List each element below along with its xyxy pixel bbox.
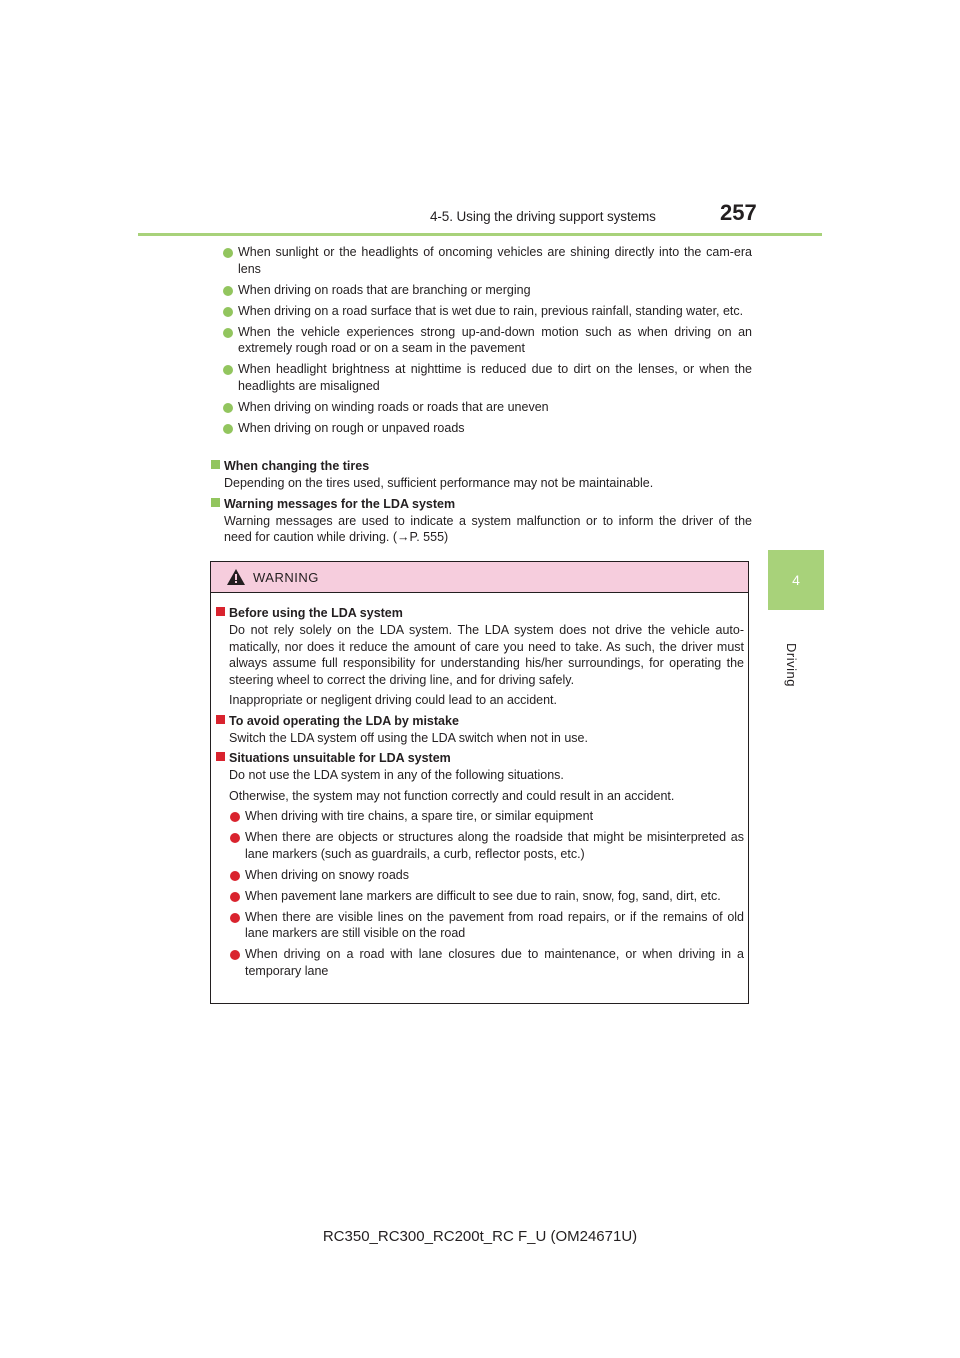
section-body: Depending on the tires used, sufficient performance may not be maintainable. (224, 476, 654, 490)
footer-model-code: RC350_RC300_RC200t_RC F_U (OM24671U) (322, 1228, 638, 1245)
bullet-dot-icon (230, 950, 240, 960)
bullet-dot-icon (223, 424, 233, 434)
bullet-dot-icon (223, 286, 233, 296)
unsuitable-situations-list (216, 808, 744, 979)
warning-section (216, 750, 744, 979)
bullet-dot-icon (223, 307, 233, 317)
bullet-dot-icon (230, 833, 240, 843)
list-item: When driving on a road with lane closures due to maintenance, or when driving in a temporary lane (229, 946, 744, 979)
bullet-dot-icon (230, 812, 240, 822)
square-bullet-icon (216, 715, 225, 724)
section-title: Before using the LDA system (229, 606, 403, 620)
condition-bullet-list (222, 244, 752, 441)
warning-section (216, 605, 744, 709)
list-item: When sunlight or the headlights of oncoming vehicles are shining directly into the cam-era lens (222, 244, 752, 277)
list-item: When driving on roads that are branching or merging (222, 282, 752, 299)
list-item: When driving on rough or unpaved roads (222, 420, 752, 437)
section-title: Warning messages for the LDA system (224, 496, 456, 511)
square-bullet-icon (216, 607, 225, 616)
section-warning-messages (211, 496, 752, 546)
list-item: When the vehicle experiences strong up-and-down motion such as when driving on an extremely rough road or on a seam in the pavement (222, 324, 752, 357)
bullet-dot-icon (223, 403, 233, 413)
square-bullet-icon (211, 460, 220, 469)
bullet-dot-icon (230, 892, 240, 902)
warning-content (216, 603, 744, 984)
bullet-dot-icon (230, 871, 240, 881)
list-item: When driving on snowy roads (229, 867, 744, 884)
running-header-section: 4-5. Using the driving support systems (430, 209, 656, 224)
info-sections (211, 456, 752, 550)
section-paragraph: Otherwise, the system may not function correctly and could result in an accident. (229, 788, 675, 803)
warning-header (211, 562, 748, 593)
section-paragraph: Do not rely solely on the LDA system. The LDA system does not drive the vehicle auto-matically, nor does it reduce the amount of care you need to take. As such, the driver must always assume full responsibility for understanding his/her surroundings, for operating the steering wheel to correct the driving line, and for driving safely. (229, 623, 744, 687)
list-item: When headlight brightness at nighttime is reduced due to dirt on the lenses, or when the headlights are misaligned (222, 361, 752, 394)
list-item: When there are visible lines on the pavement from road repairs, or if the remains of old lane markers are still visible on the road (229, 909, 744, 942)
bullet-dot-icon (223, 365, 233, 375)
warning-title: WARNING (253, 569, 319, 585)
section-tire-change (211, 458, 752, 492)
bullet-dot-icon (223, 328, 233, 338)
bullet-dot-icon (230, 913, 240, 923)
bullet-dot-icon (223, 248, 233, 258)
chapter-label: Driving (784, 643, 799, 687)
section-body: Warning messages are used to indicate a system malfunction or to inform the driver of the need for caution while driving. (→P. 555) (224, 513, 752, 544)
warning-section (216, 713, 744, 747)
list-item: When pavement lane markers are difficult to see due to rain, snow, fog, sand, dirt, etc. (229, 888, 744, 905)
page-number: 257 (720, 200, 757, 225)
section-paragraph: Switch the LDA system off using the LDA switch when not in use. (229, 730, 588, 745)
list-item: When driving with tire chains, a spare tire, or similar equipment (229, 808, 744, 825)
square-bullet-icon (216, 752, 225, 761)
list-item: When there are objects or structures along the roadside that might be misinterpreted as lane markers (such as guardrails, a curb, reflector posts, etc.) (229, 829, 744, 862)
list-item: When driving on a road surface that is wet due to rain, previous rainfall, standing water, etc. (222, 303, 752, 320)
chapter-tab (768, 550, 824, 610)
chapter-number: 4 (792, 572, 800, 588)
section-title: To avoid operating the LDA by mistake (229, 713, 459, 728)
warning-box (210, 561, 749, 1004)
warning-triangle-icon (227, 569, 245, 585)
section-title: When changing the tires (224, 459, 370, 473)
section-paragraph: Inappropriate or negligent driving could lead to an accident. (229, 693, 557, 707)
square-bullet-icon (211, 498, 220, 507)
section-paragraph: Do not use the LDA system in any of the following situations. (229, 768, 564, 782)
header-divider (138, 233, 822, 236)
list-item: When driving on winding roads or roads that are uneven (222, 399, 752, 416)
section-title: Situations unsuitable for LDA system (229, 751, 451, 765)
